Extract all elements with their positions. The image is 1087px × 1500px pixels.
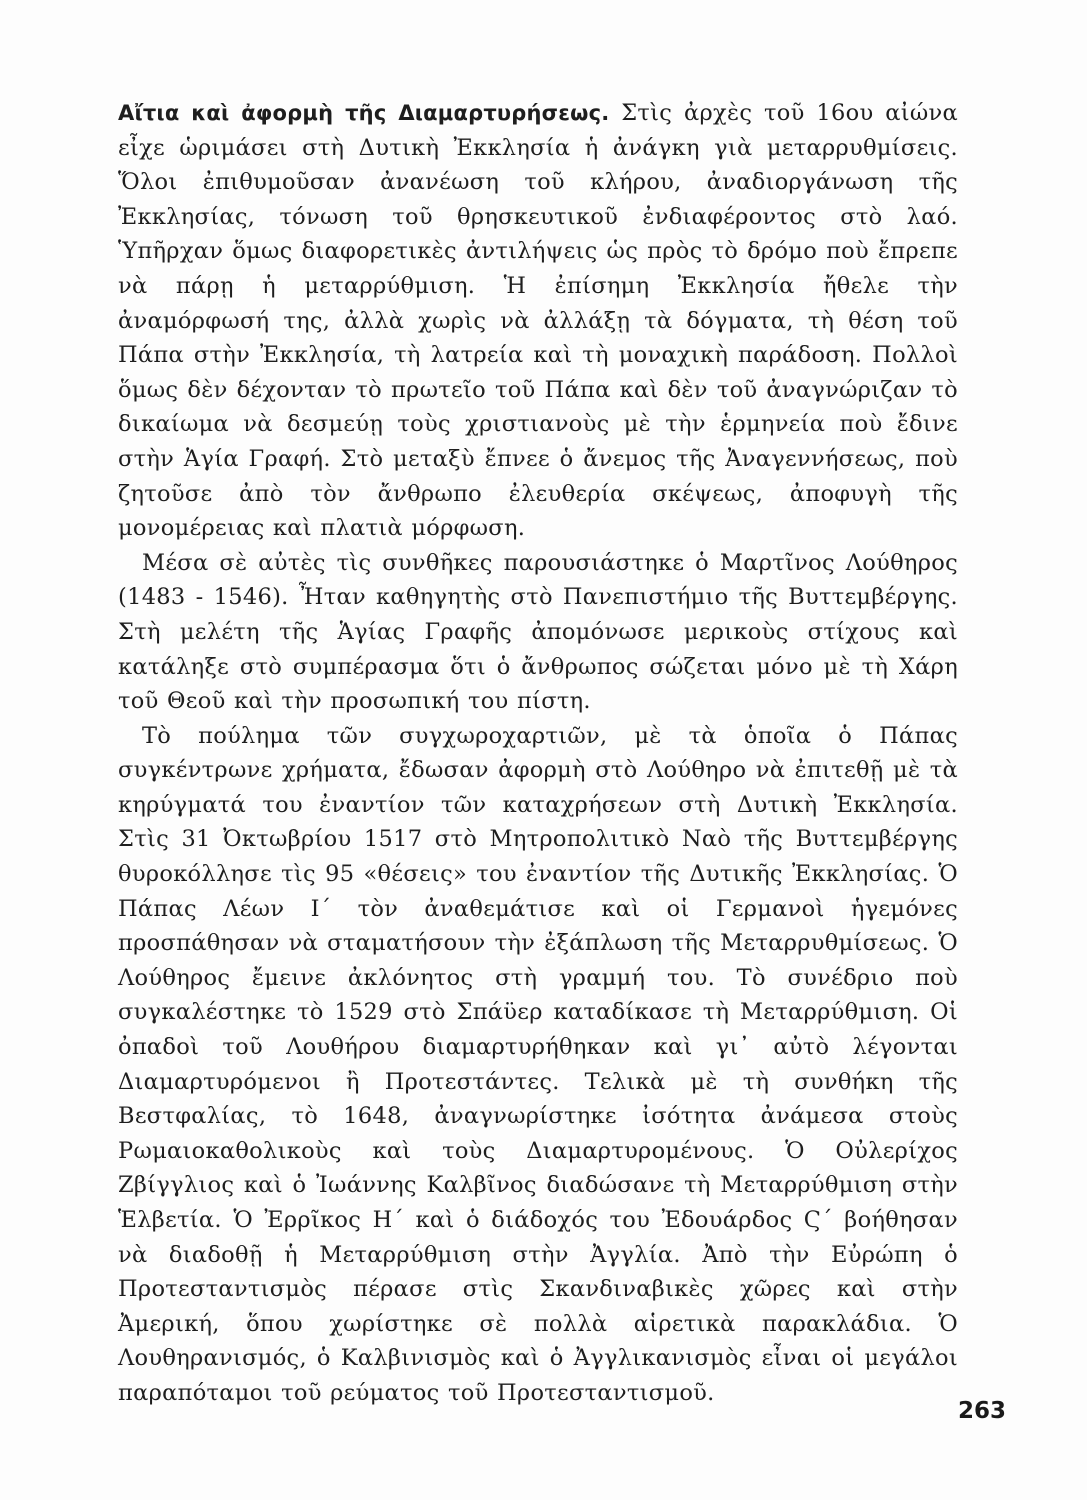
paragraph-1 [118,96,958,546]
paragraph-3: Τὸ πούλημα τῶν συγχωροχαρτιῶν, μὲ τὰ ὁποῖα ὁ Πάπας συγκέντρωνε χρήματα, ἔδωσαν ἀφορμὴ στὸ Λούθηρο νὰ ἐπιτεθῇ μὲ τὰ κηρύγματά του ἐναντίον τῶν καταχρήσεων στὴ Δυτικὴ Ἐκκλησία. Στὶς 31 Ὀκτωβρίου 1517 στὸ Μητροπολιτικὸ Ναὸ τῆς Βυττεμβέργης θυροκόλλησε τὶς 95 «θέσεις» του ἐναντίον τῆς Δυτικῆς Ἐκκλησίας. Ὁ Πάπας Λέων Ι΄ τὸν ἀναθεμάτισε καὶ οἱ Γερμανοὶ ἡγεμόνες προσπάθησαν νὰ σταματήσουν τὴν ἐξάπλωση τῆς Μεταρρυθμίσεως. Ὁ Λούθηρος ἔμεινε ἀκλόνητος στὴ γραμμή του. Τὸ συνέδριο ποὺ συγκαλέστηκε τὸ 1529 στὸ Σπάϋερ καταδίκασε τὴ Μεταρρύθμιση. Οἱ ὀπαδοὶ τοῦ Λουθήρου διαμαρτυρήθηκαν καὶ γι᾿ αὐτὸ λέγονται Διαμαρτυρόμενοι ἢ Προτεστάντες. Τελικὰ μὲ τὴ συνθήκη τῆς Βεστφαλίας, τὸ 1648, ἀναγνωρίστηκε ἰσότητα ἀνάμεσα στοὺς Ρωμαιοκαθολικοὺς καὶ τοὺς Διαμαρτυρομένους. Ὁ Οὐλερίχος Ζβίγγλιος καὶ ὁ Ἰωάννης Καλβῖνος διαδώσανε τὴ Μεταρρύθμιση στὴν Ἑλβετία. Ὁ Ἐρρῖκος Η΄ καὶ ὁ διάδοχός του Ἐδουάρδος Ϛ΄ βοήθησαν νὰ διαδοθῇ ἡ Μεταρρύθμιση στὴν Ἀγγλία. Ἀπὸ τὴν Εὐρώπη ὁ Προτεσταντισμὸς πέρασε στὶς Σκανδιναβικὲς χῶρες καὶ στὴν Ἀμερική, ὅπου χωρίστηκε σὲ πολλὰ αἱρετικὰ παρακλάδια. Ὁ Λουθηρανισμός, ὁ Καλβινισμὸς καὶ ὁ Ἀγγλικανισμὸς εἶναι οἱ μεγάλοι παραπόταμοι τοῦ ρεύματος τοῦ Προτεσταντισμοῦ. [118,722,958,1406]
section-heading: Αἴτια καὶ ἀφορμὴ τῆς Διαμαρτυρήσεως. [118,101,610,125]
paragraph-1-text: Στὶς ἀρχὲς τοῦ 16ου αἰώνα εἶχε ὡριμάσει στὴ Δυτικὴ Ἐκκλησία ἡ ἀνάγκη γιὰ μεταρρυθμίσεις. Ὅλοι ἐπιθυμοῦσαν ἀνανέωση τοῦ κλήρου, ἀναδιοργάνωση τῆς Ἐκκλησίας, τόνωση τοῦ θρησκευτικοῦ ἐνδιαφέροντος στὸ λαό. Ὑπῆρχαν ὅμως διαφορετικὲς ἀντιλήψεις ὡς πρὸς τὸ δρόμο ποὺ ἔπρεπε νὰ πάρῃ ἡ μεταρρύθμιση. Ἡ ἐπίσημη Ἐκκλησία ἤθελε τὴν ἀναμόρφωσή της, ἀλλὰ χωρὶς νὰ ἀλλάξῃ τὰ δόγματα, τὴ θέση τοῦ Πάπα στὴν Ἐκκλησία, τὴ λατρεία καὶ τὴ μοναχικὴ παράδοση. Πολλοὶ ὅμως δὲν δέχονταν τὸ πρωτεῖο τοῦ Πάπα καὶ δὲν τοῦ ἀναγνώριζαν τὸ δικαίωμα νὰ δεσμεύῃ τοὺς χριστιανοὺς μὲ τὴν ἑρμηνεία ποὺ ἔδινε στὴν Ἁγία Γραφή. Στὸ μεταξὺ ἔπνεε ὁ ἄνεμος τῆς Ἀναγεννήσεως, ποὺ ζητοῦσε ἀπὸ τὸν ἄνθρωπο ἐλευθερία σκέψεως, ἀποφυγὴ τῆς μονομέρειας καὶ πλατιὰ μόρφωση. [118,100,959,542]
paragraph-2: Μέσα σὲ αὐτὲς τὶς συνθῆκες παρουσιάστηκε ὁ Μαρτῖνος Λούθηρος (1483 - 1546). Ἦταν καθηγητὴς στὸ Πανεπιστήμιο τῆς Βυττεμβέργης. Στὴ μελέτη τῆς Ἁγίας Γραφῆς ἀπομόνωσε μερικοὺς στίχους καὶ κατάληξε στὸ συμπέρασμα ὅτι ὁ ἄνθρωπος σώζεται μόνο μὲ τὴ Χάρη τοῦ Θεοῦ καὶ τὴν προσωπική του πίστη. [118,549,958,715]
page-number: 263 [958,1398,1007,1424]
body-text [118,96,958,1411]
